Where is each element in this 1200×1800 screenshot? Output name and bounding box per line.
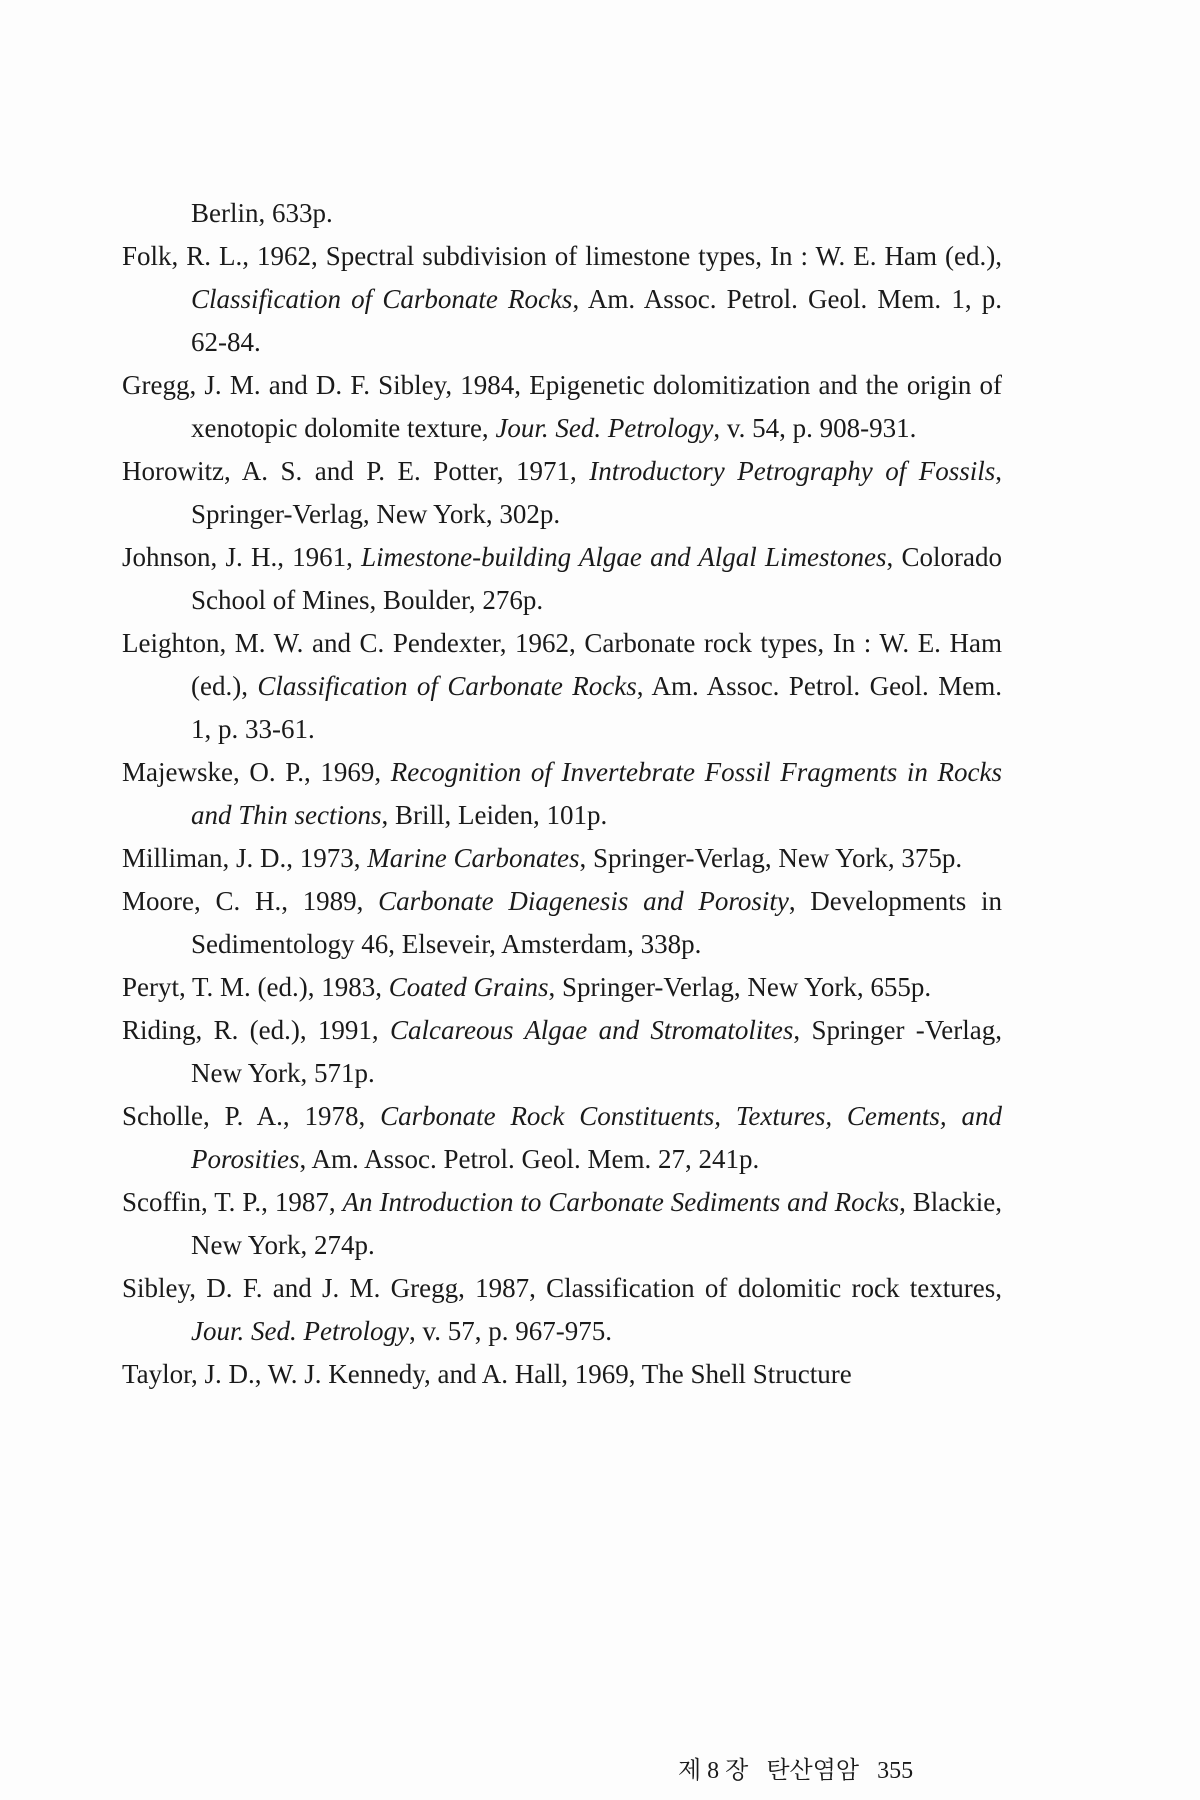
reference-entry bbox=[122, 1353, 1002, 1396]
reference-title: Marine Carbonates bbox=[367, 843, 580, 873]
reference-entry bbox=[122, 1181, 1002, 1267]
reference-entry bbox=[122, 364, 1002, 450]
reference-text: Johnson, J. H., 1961, bbox=[122, 542, 362, 572]
reference-text: Scoffin, T. P., 1987, bbox=[122, 1187, 343, 1217]
reference-title: Calcareous Algae and Stromatolites bbox=[390, 1015, 794, 1045]
reference-text: Peryt, T. M. (ed.), 1983, bbox=[122, 972, 389, 1002]
reference-text: Sibley, D. F. and J. M. Gregg, 1987, Classification of dolomitic rock textures, bbox=[122, 1273, 1002, 1303]
reference-text: Horowitz, A. S. and P. E. Potter, 1971, bbox=[122, 456, 590, 486]
page-footer bbox=[678, 1756, 913, 1786]
reference-text: , Am. Assoc. Petrol. Geol. Mem. 27, 241p. bbox=[299, 1144, 760, 1174]
reference-title: Carbonate Diagenesis and Porosity bbox=[378, 886, 789, 916]
reference-text: , Colorado School of Mines, Boulder, 276p. bbox=[191, 542, 1002, 615]
reference-text: , Developments in Sedimentology 46, Elseveir, Amsterdam, 338p. bbox=[191, 886, 1002, 959]
reference-text: , Brill, Leiden, 101p. bbox=[381, 800, 608, 830]
reference-text: Berlin, 633p. bbox=[191, 198, 333, 228]
reference-text: Milliman, J. D., 1973, bbox=[122, 843, 368, 873]
reference-text: Taylor, J. D., W. J. Kennedy, and A. Hall, 1969, The Shell Structure bbox=[122, 1359, 852, 1389]
reference-entry bbox=[122, 1009, 1002, 1095]
reference-text: Riding, R. (ed.), 1991, bbox=[122, 1015, 390, 1045]
reference-title: Classification of Carbonate Rocks bbox=[191, 284, 573, 314]
reference-title: Carbonate Rock Constituents, Textures, Cements, and Porosities bbox=[191, 1101, 1002, 1174]
reference-title: Classification of Carbonate Rocks bbox=[257, 671, 637, 701]
reference-text: , Am. Assoc. Petrol. Geol. Mem. 1, p. 33-61. bbox=[191, 671, 1002, 744]
reference-text: , Springer-Verlag, New York, 375p. bbox=[579, 843, 963, 873]
reference-text: , v. 54, p. 908-931. bbox=[713, 413, 917, 443]
reference-text: , v. 57, p. 967-975. bbox=[408, 1316, 612, 1346]
reference-entry bbox=[122, 235, 1002, 364]
reference-entry bbox=[122, 450, 1002, 536]
reference-text: Gregg, J. M. and D. F. Sibley, 1984, Epigenetic dolomitization and the origin of xenotopic dolomite texture, bbox=[122, 370, 1002, 443]
reference-title: Recognition of Invertebrate Fossil Fragments in Rocks and Thin sections bbox=[191, 757, 1002, 830]
reference-entry bbox=[122, 536, 1002, 622]
reference-text: Majewske, O. P., 1969, bbox=[122, 757, 391, 787]
reference-title: Introductory Petrography of Fossils bbox=[589, 456, 996, 486]
reference-entry bbox=[122, 751, 1002, 837]
reference-text: , Springer-Verlag, New York, 655p. bbox=[548, 972, 932, 1002]
reference-text: , Blackie, New York, 274p. bbox=[191, 1187, 1002, 1260]
reference-text: Folk, R. L., 1962, Spectral subdivision of limestone types, In : W. E. Ham (ed.), bbox=[122, 241, 1002, 271]
reference-entry bbox=[122, 622, 1002, 751]
reference-text: , Am. Assoc. Petrol. Geol. Mem. 1, p. 62-84. bbox=[191, 284, 1002, 357]
reference-text: Scholle, P. A., 1978, bbox=[122, 1101, 381, 1131]
page-number: 355 bbox=[877, 1758, 914, 1784]
footer-chapter: 제 8 장 bbox=[678, 1758, 749, 1784]
reference-title: Limestone-building Algae and Algal Limestones bbox=[361, 542, 887, 572]
reference-entry bbox=[122, 880, 1002, 966]
reference-text: Leighton, M. W. and C. Pendexter, 1962, Carbonate rock types, In : W. E. Ham (ed.), bbox=[122, 628, 1002, 701]
reference-text: , Springer -Verlag, New York, 571p. bbox=[191, 1015, 1002, 1088]
reference-entry bbox=[122, 837, 1002, 880]
reference-entry bbox=[122, 192, 1002, 235]
reference-title: An Introduction to Carbonate Sediments and Rocks bbox=[342, 1187, 900, 1217]
reference-list bbox=[122, 192, 1002, 1396]
reference-text: , Springer-Verlag, New York, 302p. bbox=[191, 456, 1002, 529]
reference-entry bbox=[122, 966, 1002, 1009]
reference-title: Jour. Sed. Petrology bbox=[495, 413, 714, 443]
reference-title: Jour. Sed. Petrology bbox=[191, 1316, 409, 1346]
reference-text: Moore, C. H., 1989, bbox=[122, 886, 379, 916]
footer-chapter-title: 탄산염암 bbox=[766, 1758, 860, 1784]
reference-title: Coated Grains bbox=[388, 972, 549, 1002]
reference-entry bbox=[122, 1267, 1002, 1353]
reference-entry bbox=[122, 1095, 1002, 1181]
